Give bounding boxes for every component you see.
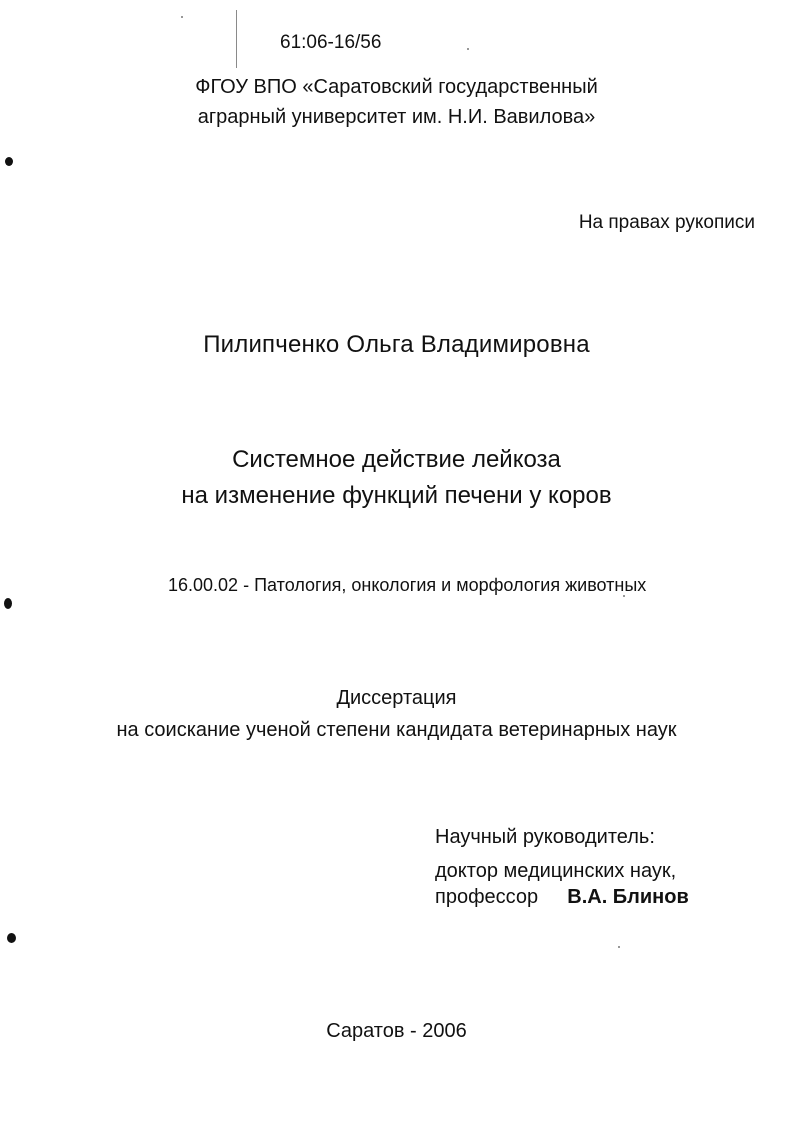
supervisor-heading: Научный руководитель: [435,826,655,848]
supervisor-line [435,887,689,907]
degree-statement: на соискание ученой степени кандидата ветеринарных наук [116,719,677,741]
dissertation-title-line-1: Системное действие лейкоза [232,446,561,473]
scan-speck [467,48,469,50]
footer-city-year [0,1021,793,1041]
catalog-code: 61:06-16/56 [280,32,382,53]
specialty-separator: - [243,575,250,595]
dissertation-title-line-2: на изменение функций печени у коров [181,482,612,509]
supervisor-position: профессор [435,886,539,908]
institution-line-2: аграрный университет им. Н.И. Вавилова» [197,106,596,128]
manuscript-rights-note: На правах рукописи [578,212,755,233]
binding-hole-mark-middle [4,598,12,609]
specialty-code: 16.00.02 [168,575,239,595]
footer-year: 2006 [422,1020,467,1042]
footer-separator: - [410,1020,417,1042]
binding-hole-mark-top [5,157,13,166]
binding-hole-mark-bottom [7,933,16,943]
footer-city: Саратов [326,1020,405,1042]
author-name: Пилипченко Ольга Владимировна [203,331,590,358]
scan-speck [181,16,183,18]
scan-speck [618,946,620,948]
institution-line-1: ФГОУ ВПО «Саратовский государственный [195,76,598,98]
scan-speck [623,595,625,597]
supervisor-degree: доктор медицинских наук, [435,860,677,882]
scan-margin-line [236,10,237,68]
supervisor-name: В.А. Блинов [567,886,689,908]
specialty-line [168,576,646,594]
work-type-label: Диссертация [336,687,457,709]
specialty-name: Патология, онкология и морфология животных [254,575,647,595]
